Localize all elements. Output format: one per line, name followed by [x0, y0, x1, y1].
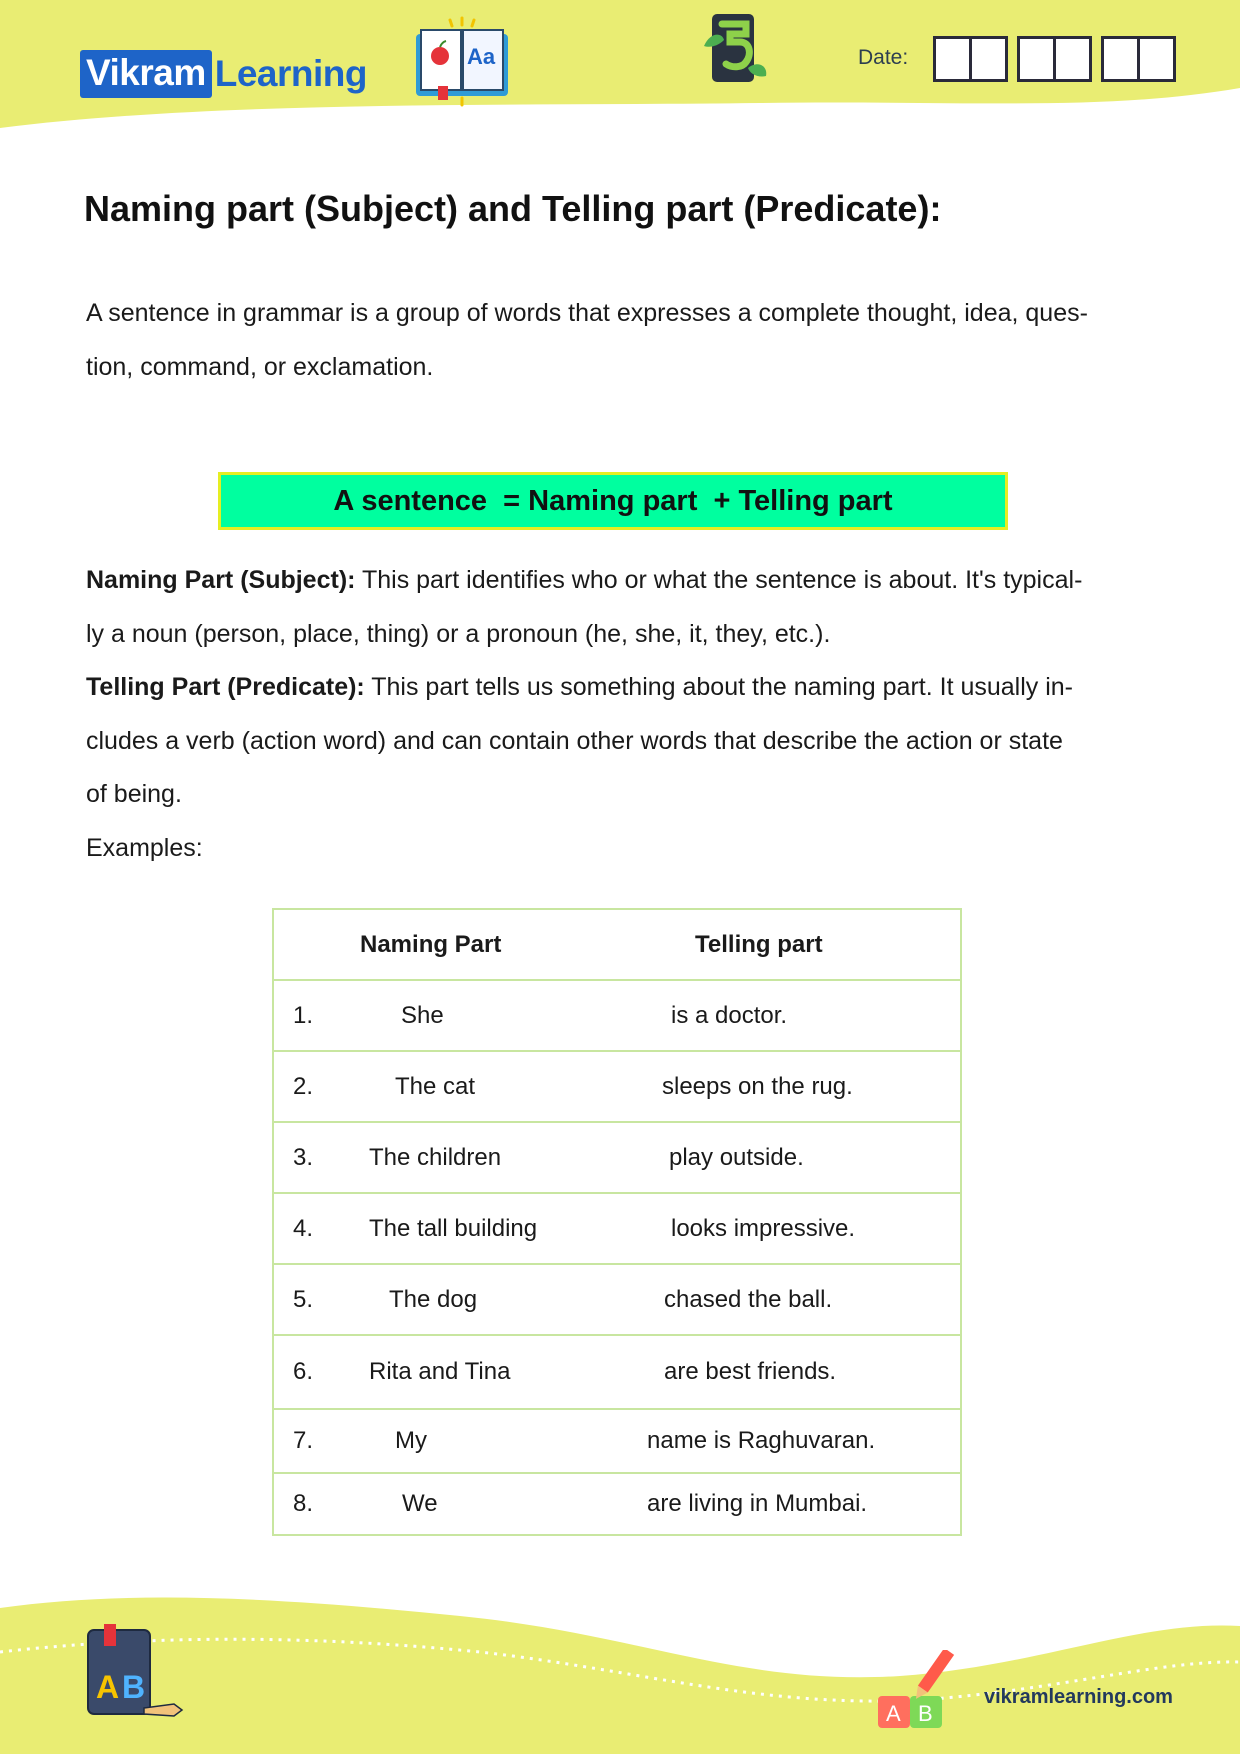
digit-5-icon	[700, 10, 772, 86]
table-header-row	[274, 910, 960, 979]
date-input-boxes[interactable]	[933, 36, 1176, 82]
brand-logo[interactable]	[80, 50, 367, 98]
naming-line	[86, 554, 1156, 608]
logo-vikram: Vikram	[80, 50, 212, 98]
col-header-naming: Naming Part	[360, 930, 502, 958]
row-telling: name is Raghuvaran.	[647, 1427, 876, 1454]
table-row	[274, 1408, 960, 1472]
row-naming: She	[401, 1001, 444, 1029]
intro-line: tion, command, or exclamation.	[86, 352, 434, 381]
telling-text: This part tells us something about the naming part. It usually in-	[364, 673, 1074, 701]
row-naming: Rita and Tina	[369, 1358, 511, 1385]
row-naming: My	[395, 1427, 427, 1454]
footer-band	[0, 1590, 1240, 1754]
page-title: Naming part (Subject) and Telling part (Predicate):	[84, 188, 942, 229]
row-number: 1.	[293, 1001, 314, 1029]
naming-term: Naming Part (Subject):	[86, 566, 356, 594]
svg-text:B: B	[122, 1669, 146, 1705]
row-telling: are living in Mumbai.	[647, 1490, 868, 1517]
table-row	[274, 1334, 960, 1408]
row-naming: The children	[369, 1143, 502, 1171]
row-number: 4.	[293, 1214, 314, 1242]
date-digit-box[interactable]	[1020, 39, 1053, 79]
date-digit-box[interactable]	[1104, 39, 1137, 79]
svg-text:A: A	[96, 1669, 120, 1705]
telling-line	[86, 661, 1156, 715]
date-digit-box[interactable]	[1137, 39, 1173, 79]
telling-line: of being.	[86, 780, 182, 808]
row-naming: The tall building	[369, 1214, 538, 1242]
row-number: 8.	[293, 1490, 314, 1517]
examples-table	[272, 908, 962, 1536]
row-naming: We	[402, 1490, 438, 1517]
intro-paragraph	[86, 287, 1156, 394]
svg-text:Aa: Aa	[467, 44, 496, 69]
row-number: 3.	[293, 1143, 314, 1171]
intro-line: A sentence in grammar is a group of words that expresses a complete thought, idea, ques-	[86, 299, 1088, 327]
telling-line: cludes a verb (action word) and can contain other words that describe the action or state	[86, 726, 1063, 755]
date-month-boxes[interactable]	[1017, 36, 1092, 82]
block-letter-b: B	[918, 1701, 933, 1726]
date-digit-box[interactable]	[969, 39, 1005, 79]
table-row	[274, 979, 960, 1050]
table-row	[274, 1192, 960, 1263]
row-number: 6.	[293, 1358, 314, 1385]
row-telling: play outside.	[669, 1143, 804, 1171]
date-digit-box[interactable]	[1053, 39, 1089, 79]
row-naming: The cat	[395, 1072, 476, 1100]
row-telling: is a doctor.	[671, 1001, 788, 1029]
ab-book-icon	[82, 1622, 186, 1722]
row-number: 7.	[293, 1427, 314, 1454]
row-number: 2.	[293, 1072, 314, 1100]
table-row	[274, 1263, 960, 1334]
date-digit-box[interactable]	[936, 39, 969, 79]
table-row	[274, 1121, 960, 1192]
block-letter-a: A	[886, 1701, 901, 1726]
naming-text: This part identifies who or what the sentence is about. It's typical-	[355, 566, 1083, 594]
telling-term: Telling Part (Predicate):	[86, 673, 365, 701]
table-row	[274, 1050, 960, 1121]
row-telling: chased the ball.	[664, 1285, 833, 1313]
ab-blocks-pencil-icon	[872, 1650, 962, 1734]
row-telling: looks impressive.	[671, 1214, 856, 1242]
logo-learning: Learning	[214, 53, 367, 94]
col-header-telling: Telling part	[695, 930, 823, 958]
row-telling: are best friends.	[664, 1358, 837, 1385]
website-link[interactable]: vikramlearning.com	[984, 1686, 1173, 1708]
definitions	[86, 554, 1156, 875]
book-aa-icon	[412, 16, 512, 108]
row-naming: The dog	[389, 1285, 478, 1313]
naming-line: ly a noun (person, place, thing) or a pronoun (he, she, it, they, etc.).	[86, 619, 831, 648]
row-number: 5.	[293, 1285, 314, 1313]
examples-label: Examples:	[86, 833, 203, 862]
date-label: Date:	[858, 46, 909, 69]
date-year-boxes[interactable]	[1101, 36, 1176, 82]
date-day-boxes[interactable]	[933, 36, 1008, 82]
row-telling: sleeps on the rug.	[662, 1072, 853, 1100]
table-row	[274, 1472, 960, 1534]
formula-box: A sentence = Naming part + Telling part	[218, 472, 1008, 530]
